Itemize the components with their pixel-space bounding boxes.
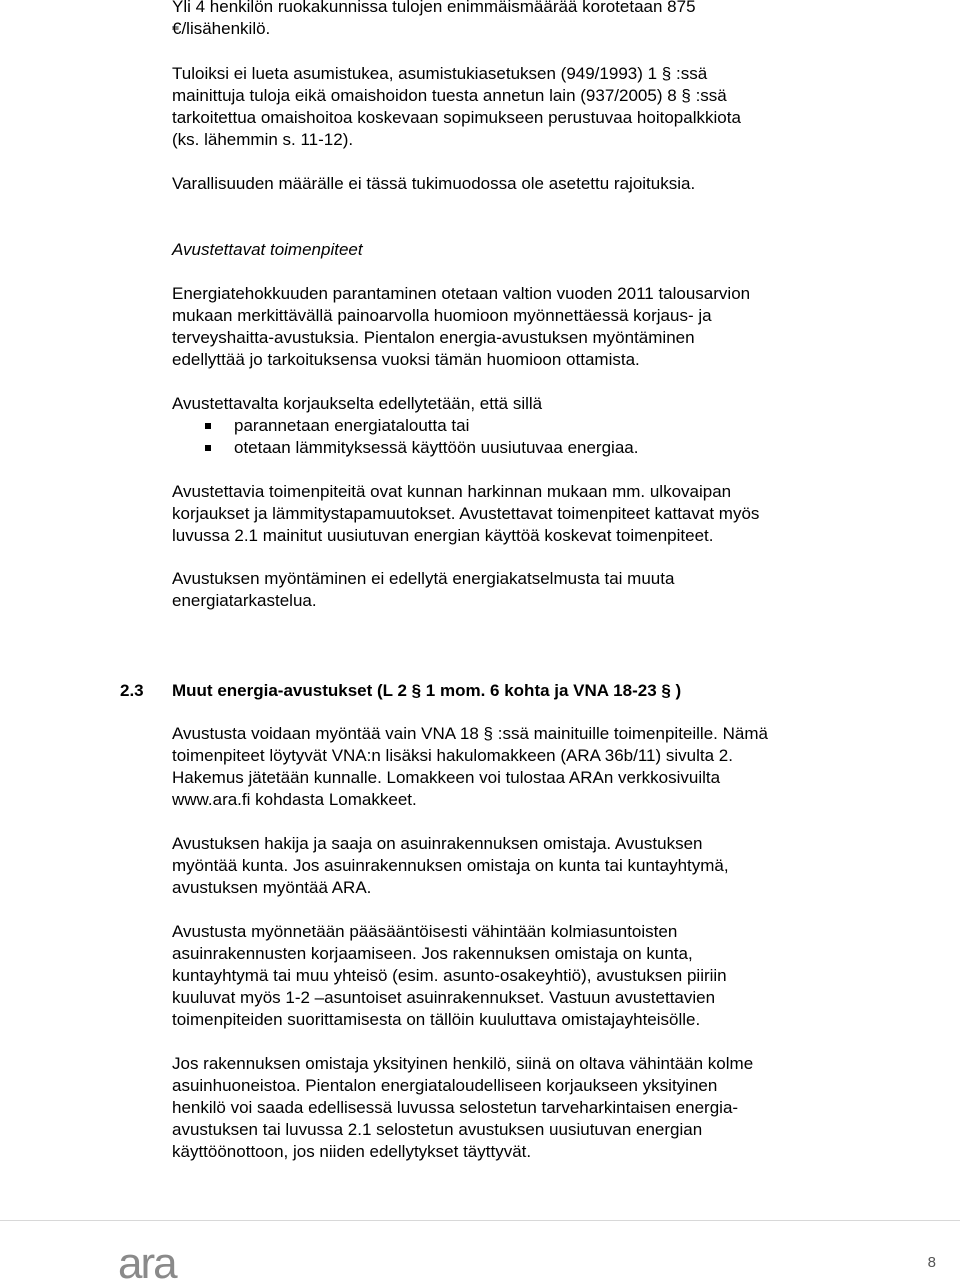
paragraph-income-exclusions: [172, 63, 862, 151]
paragraph-energy-efficiency: [172, 283, 862, 371]
text-line: asuinhuoneistoa. Pientalon energiataloudelliseen korjaukseen yksityinen: [172, 1076, 718, 1095]
paragraph-applicant: [172, 833, 862, 899]
list-item: otetaan lämmityksessä käyttöön uusiutuvaa energiaa.: [172, 437, 862, 459]
paragraph-private-owner: [172, 1053, 862, 1163]
text-line: Energiatehokkuuden parantaminen otetaan valtion vuoden 2011 talousarvion: [172, 284, 751, 303]
paragraph-other-grants: [172, 723, 862, 811]
text-line: €/lisähenkilö.: [172, 19, 271, 38]
paragraph-discretion: [172, 481, 862, 547]
square-bullet-icon: [205, 423, 211, 429]
text-line: kuntayhtymä tai muu yhteisö (esim. asunto-osakeyhtiö), avustuksen piiriin: [172, 966, 727, 985]
section-title: Muut energia-avustukset (L 2 § 1 mom. 6 kohta ja VNA 18-23 § ): [172, 681, 682, 700]
text-line: korjaukset ja lämmitystapamuutokset. Avustettavat toimenpiteet kattavat myös: [172, 504, 760, 523]
text-line: mainittuja tuloja eikä omaishoidon tuesta annetun lain (937/2005) 8 § :ssä: [172, 86, 727, 105]
text-line: Avustusta voidaan myöntää vain VNA 18 § :ssä mainituille toimenpiteille. Nämä: [172, 724, 768, 743]
text-line: luvussa 2.1 mainitut uusiutuvan energian käyttöä koskevat toimenpiteet.: [172, 526, 714, 545]
text-line: avustuksen myöntää ARA.: [172, 878, 372, 897]
text-line: myöntää kunta. Jos asuinrakennuksen omistaja on kunta tai kuntayhtymä,: [172, 856, 729, 875]
text-line: asuinrakennusten korjaamiseen. Jos rakennuksen omistaja on kunta,: [172, 944, 693, 963]
paragraph-energy-audit: [172, 568, 862, 612]
text-line: mukaan merkittävällä painoarvolla huomioon myönnettäessä korjaus- ja: [172, 306, 712, 325]
text-line: Avustuksen hakija ja saaja on asuinrakennuksen omistaja. Avustuksen: [172, 834, 703, 853]
text-line: www.ara.fi kohdasta Lomakkeet.: [172, 790, 417, 809]
text-line: edellyttää jo tarkoituksensa vuoksi tämän huomioon ottamista.: [172, 350, 640, 369]
square-bullet-icon: [205, 445, 211, 451]
text-line: Tuloiksi ei lueta asumistukea, asumistukiasetuksen (949/1993) 1 § :ssä: [172, 64, 708, 83]
section-number: 2.3: [120, 681, 144, 700]
paragraph-requirements: [172, 393, 862, 415]
subheading-measures: Avustettavat toimenpiteet: [172, 240, 363, 259]
paragraph-apartments: [172, 921, 862, 1031]
text-line: (ks. lähemmin s. 11-12).: [172, 130, 354, 149]
text-line: terveyshaitta-avustuksia. Pientalon energia-avustuksen myöntäminen: [172, 328, 695, 347]
list-item: parannetaan energiataloutta tai: [172, 415, 862, 437]
text-line: kuuluvat myös 1-2 –asuntoiset asuinrakennukset. Vastuun avustettavien: [172, 988, 716, 1007]
text-line: Avustuksen myöntäminen ei edellytä energiakatselmusta tai muuta: [172, 569, 675, 588]
section-heading: [120, 680, 681, 702]
paragraph-assets: [172, 173, 862, 195]
text-line: Yli 4 henkilön ruokakunnissa tulojen enimmäismäärää korotetaan 875: [172, 0, 696, 16]
page-number: 8: [927, 1254, 936, 1271]
text-line: energiatarkastelua.: [172, 591, 317, 610]
text-line: Hakemus jätetään kunnalle. Lomakkeen voi tulostaa ARAn verkkosivuilta: [172, 768, 721, 787]
text-line: Avustettavalta korjaukselta edellytetään, että sillä: [172, 394, 543, 413]
ara-logo-icon: [118, 1238, 194, 1282]
bullet-list: [172, 415, 862, 459]
svg-text:ara: ara: [118, 1239, 176, 1282]
text-line: tarkoitettua omaishoitoa koskevaan sopimukseen perustuvaa hoitopalkkiota: [172, 108, 741, 127]
text-line: käyttöönottoon, jos niiden edellytykset täyttyvät.: [172, 1142, 532, 1161]
footer-divider: [0, 1220, 960, 1221]
text-line: toimenpiteiden suorittamisesta on tällöin kuuluttava omistajayhteisölle.: [172, 1010, 701, 1029]
text-line: Avustettavia toimenpiteitä ovat kunnan harkinnan mukaan mm. ulkovaipan: [172, 482, 732, 501]
text-line: Avustusta myönnetään pääsääntöisesti vähintään kolmiasuntoisten: [172, 922, 678, 941]
text-line: Jos rakennuksen omistaja yksityinen henkilö, siinä on oltava vähintään kolme: [172, 1054, 754, 1073]
text-line: Varallisuuden määrälle ei tässä tukimuodossa ole asetettu rajoituksia.: [172, 174, 696, 193]
text-line: avustuksen tai luvussa 2.1 selostetun avustuksen uusiutuvan energian: [172, 1120, 703, 1139]
ara-logo: [118, 1238, 194, 1287]
text-line: henkilö voi saada edellisessä luvussa selostetun tarveharkintaisen energia-: [172, 1098, 739, 1117]
text-line: toimenpiteet löytyvät VNA:n lisäksi hakulomakkeen (ARA 36b/11) sivulta 2.: [172, 746, 733, 765]
paragraph-household-limit: [172, 0, 862, 40]
